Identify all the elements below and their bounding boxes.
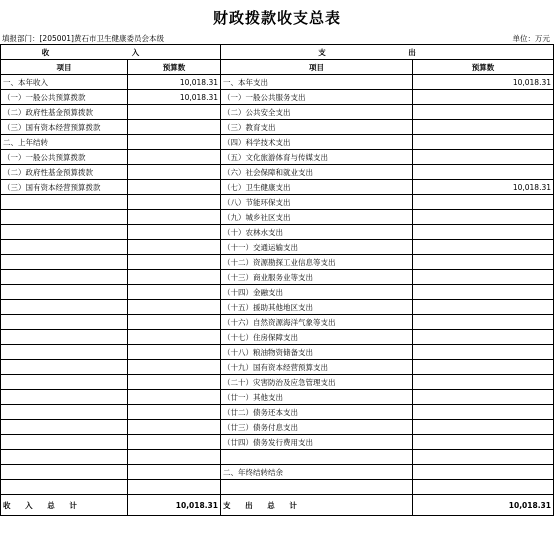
income-budget-cell bbox=[128, 180, 221, 195]
income-budget-cell: 10,018.31 bbox=[128, 75, 221, 90]
table-row bbox=[1, 330, 554, 345]
income-budget-cell bbox=[128, 150, 221, 165]
unit-measure: 单位：万元 bbox=[512, 34, 550, 43]
expense-item-cell: 二、年终结转结余 bbox=[221, 465, 413, 480]
table-row bbox=[1, 240, 554, 255]
expense-item-cell bbox=[221, 480, 413, 495]
income-item-cell bbox=[1, 315, 128, 330]
table-row bbox=[1, 315, 554, 330]
income-budget-cell bbox=[128, 120, 221, 135]
table-row bbox=[1, 450, 554, 465]
table-row bbox=[1, 180, 554, 195]
table-row bbox=[1, 360, 554, 375]
expense-item-cell: （一）一般公共服务支出 bbox=[221, 90, 413, 105]
income-total-value: 10,018.31 bbox=[128, 495, 221, 516]
expense-budget-cell bbox=[413, 420, 554, 435]
expense-budget-cell bbox=[413, 270, 554, 285]
income-item-cell: （一）一般公共预算拨款 bbox=[1, 90, 128, 105]
table-row bbox=[1, 255, 554, 270]
income-budget-cell bbox=[128, 270, 221, 285]
income-item-cell bbox=[1, 405, 128, 420]
table-row bbox=[1, 300, 554, 315]
income-item-cell: 二、上年结转 bbox=[1, 135, 128, 150]
expense-budget-cell bbox=[413, 195, 554, 210]
income-total-label: 收 入 总 计 bbox=[1, 495, 128, 516]
expense-item-cell: （廿二）债务还本支出 bbox=[221, 405, 413, 420]
expense-budget-cell bbox=[413, 375, 554, 390]
expense-budget-cell bbox=[413, 315, 554, 330]
expense-budget-cell bbox=[413, 255, 554, 270]
income-budget-cell bbox=[128, 330, 221, 345]
expense-item-cell: （四）科学技术支出 bbox=[221, 135, 413, 150]
expense-item-cell: （十六）自然资源海洋气象等支出 bbox=[221, 315, 413, 330]
income-item-cell: （二）政府性基金预算拨款 bbox=[1, 165, 128, 180]
expense-item-cell: （十二）资源勘探工业信息等支出 bbox=[221, 255, 413, 270]
table-row bbox=[1, 345, 554, 360]
income-budget-cell bbox=[128, 435, 221, 450]
expense-budget-cell bbox=[413, 480, 554, 495]
expense-budget-cell bbox=[413, 390, 554, 405]
income-budget-cell bbox=[128, 390, 221, 405]
income-item-cell bbox=[1, 210, 128, 225]
table-row bbox=[1, 405, 554, 420]
table-row bbox=[1, 285, 554, 300]
expense-item-cell: （十九）国有资本经营预算支出 bbox=[221, 360, 413, 375]
income-budget-cell bbox=[128, 420, 221, 435]
budget-table bbox=[0, 44, 554, 516]
table-row bbox=[1, 465, 554, 480]
income-item-cell bbox=[1, 225, 128, 240]
income-budget-cell bbox=[128, 360, 221, 375]
income-item-cell bbox=[1, 435, 128, 450]
expense-budget-cell bbox=[413, 90, 554, 105]
income-item-cell bbox=[1, 240, 128, 255]
expense-item-cell: （廿一）其他支出 bbox=[221, 390, 413, 405]
expense-budget-cell bbox=[413, 345, 554, 360]
table-row bbox=[1, 90, 554, 105]
table-row bbox=[1, 165, 554, 180]
table-row bbox=[1, 420, 554, 435]
table-row bbox=[1, 105, 554, 120]
expense-budget-cell bbox=[413, 360, 554, 375]
income-item-cell: （二）政府性基金预算拨款 bbox=[1, 105, 128, 120]
expense-item-cell: （十一）交通运输支出 bbox=[221, 240, 413, 255]
income-item-cell: 一、本年收入 bbox=[1, 75, 128, 90]
income-budget-cell bbox=[128, 300, 221, 315]
table-row bbox=[1, 195, 554, 210]
table-row bbox=[1, 210, 554, 225]
income-budget-cell bbox=[128, 375, 221, 390]
expense-budget-cell bbox=[413, 225, 554, 240]
expense-item-cell: （三）教育支出 bbox=[221, 120, 413, 135]
expense-item-cell: （十）农林水支出 bbox=[221, 225, 413, 240]
expense-total-value: 10,018.31 bbox=[413, 495, 554, 516]
income-budget-cell bbox=[128, 480, 221, 495]
expense-budget-cell bbox=[413, 135, 554, 150]
expense-item-cell bbox=[221, 450, 413, 465]
page-title: 财政拨款收支总表 bbox=[212, 9, 341, 27]
income-budget-cell bbox=[128, 345, 221, 360]
income-budget-cell bbox=[128, 450, 221, 465]
expense-budget-cell bbox=[413, 165, 554, 180]
expense-item-cell: （二）公共安全支出 bbox=[221, 105, 413, 120]
budget-table-body bbox=[1, 45, 554, 516]
table-row bbox=[1, 435, 554, 450]
expense-budget-cell bbox=[413, 210, 554, 225]
reporting-unit: 填报部门：[205001]黄石市卫生健康委员会本级 bbox=[2, 34, 164, 43]
table-row bbox=[1, 150, 554, 165]
table-row bbox=[1, 75, 554, 90]
expense-total-label: 支 出 总 计 bbox=[221, 495, 413, 516]
expense-item-cell: （十七）住房保障支出 bbox=[221, 330, 413, 345]
income-item-cell bbox=[1, 270, 128, 285]
expense-budget-cell bbox=[413, 330, 554, 345]
income-item-cell bbox=[1, 375, 128, 390]
income-budget-cell bbox=[128, 465, 221, 480]
income-item-header: 项目 bbox=[1, 60, 128, 75]
expense-item-cell: （九）城乡社区支出 bbox=[221, 210, 413, 225]
expense-budget-cell bbox=[413, 450, 554, 465]
section-header-row bbox=[1, 45, 554, 60]
expense-budget-cell bbox=[413, 405, 554, 420]
income-budget-header: 预算数 bbox=[128, 60, 221, 75]
expense-budget-cell bbox=[413, 105, 554, 120]
income-budget-cell: 10,018.31 bbox=[128, 90, 221, 105]
income-item-cell bbox=[1, 465, 128, 480]
income-item-cell: （一）一般公共预算拨款 bbox=[1, 150, 128, 165]
table-row bbox=[1, 225, 554, 240]
expense-section-label: 支 出 bbox=[221, 45, 554, 60]
table-row bbox=[1, 375, 554, 390]
column-header-row bbox=[1, 60, 554, 75]
expense-budget-cell: 10,018.31 bbox=[413, 180, 554, 195]
income-budget-cell bbox=[128, 285, 221, 300]
expense-item-cell: （廿三）债务付息支出 bbox=[221, 420, 413, 435]
totals-row bbox=[1, 495, 554, 516]
expense-item-header: 项目 bbox=[221, 60, 413, 75]
income-item-cell bbox=[1, 285, 128, 300]
income-section-label: 收 入 bbox=[1, 45, 221, 60]
expense-budget-cell bbox=[413, 465, 554, 480]
expense-item-cell: （二十）灾害防治及应急管理支出 bbox=[221, 375, 413, 390]
expense-budget-header: 预算数 bbox=[413, 60, 554, 75]
table-row bbox=[1, 135, 554, 150]
income-item-cell bbox=[1, 345, 128, 360]
income-item-cell bbox=[1, 300, 128, 315]
expense-item-cell: 一、本年支出 bbox=[221, 75, 413, 90]
income-item-cell bbox=[1, 420, 128, 435]
expense-budget-cell bbox=[413, 300, 554, 315]
income-item-cell bbox=[1, 480, 128, 495]
income-budget-cell bbox=[128, 105, 221, 120]
expense-budget-cell bbox=[413, 435, 554, 450]
expense-item-cell: （十四）金融支出 bbox=[221, 285, 413, 300]
expense-budget-cell: 10,018.31 bbox=[413, 75, 554, 90]
income-item-cell bbox=[1, 360, 128, 375]
table-row bbox=[1, 480, 554, 495]
expense-item-cell: （七）卫生健康支出 bbox=[221, 180, 413, 195]
table-row bbox=[1, 390, 554, 405]
income-budget-cell bbox=[128, 135, 221, 150]
income-item-cell: （三）国有资本经营预算拨款 bbox=[1, 180, 128, 195]
income-budget-cell bbox=[128, 315, 221, 330]
table-row bbox=[1, 270, 554, 285]
income-budget-cell bbox=[128, 255, 221, 270]
income-budget-cell bbox=[128, 240, 221, 255]
expense-item-cell: （五）文化旅游体育与传媒支出 bbox=[221, 150, 413, 165]
income-item-cell: （三）国有资本经营预算拨款 bbox=[1, 120, 128, 135]
income-budget-cell bbox=[128, 405, 221, 420]
expense-budget-cell bbox=[413, 285, 554, 300]
expense-item-cell: （十三）商业服务业等支出 bbox=[221, 270, 413, 285]
income-item-cell bbox=[1, 195, 128, 210]
income-budget-cell bbox=[128, 195, 221, 210]
expense-budget-cell bbox=[413, 150, 554, 165]
income-item-cell bbox=[1, 330, 128, 345]
income-budget-cell bbox=[128, 210, 221, 225]
expense-item-cell: （廿四）债务发行费用支出 bbox=[221, 435, 413, 450]
table-row bbox=[1, 120, 554, 135]
income-item-cell bbox=[1, 255, 128, 270]
income-item-cell bbox=[1, 450, 128, 465]
expense-budget-cell bbox=[413, 120, 554, 135]
expense-item-cell: （六）社会保障和就业支出 bbox=[221, 165, 413, 180]
expense-item-cell: （十八）粮油物资储备支出 bbox=[221, 345, 413, 360]
income-item-cell bbox=[1, 390, 128, 405]
expense-budget-cell bbox=[413, 240, 554, 255]
income-budget-cell bbox=[128, 165, 221, 180]
expense-item-cell: （八）节能环保支出 bbox=[221, 195, 413, 210]
income-budget-cell bbox=[128, 225, 221, 240]
expense-item-cell: （十五）援助其他地区支出 bbox=[221, 300, 413, 315]
